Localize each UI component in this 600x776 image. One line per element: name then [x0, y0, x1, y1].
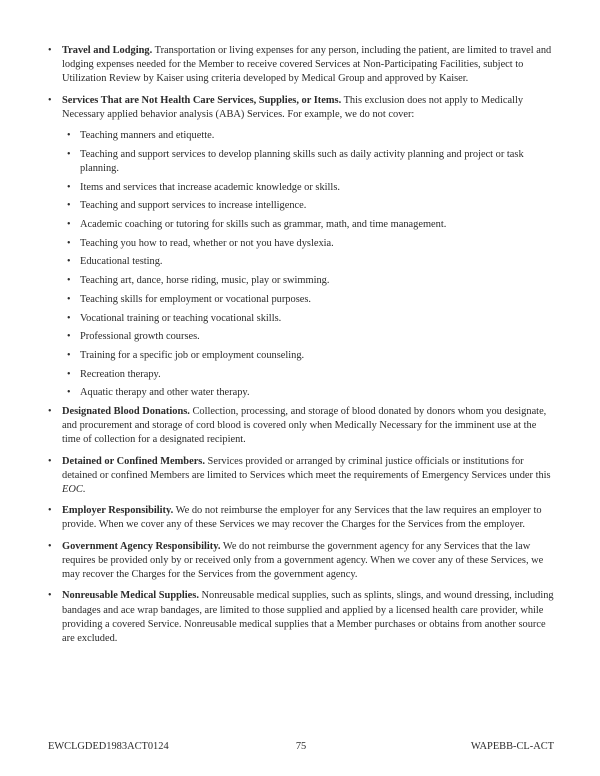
bullet-icon: •: [67, 293, 71, 305]
list-item-lead: Services That are Not Health Care Services, Supplies, or Items.: [62, 94, 342, 106]
list-item-lead: Nonreusable Medical Supplies.: [62, 590, 199, 602]
bullet-icon: •: [67, 148, 71, 160]
sub-list-item-text: Teaching and support services to increase intelligence.: [80, 200, 307, 212]
sub-list-item: [67, 274, 554, 288]
sub-list-item-text: Items and services that increase academic knowledge or skills.: [80, 181, 340, 193]
list-item-lead: Designated Blood Donations.: [62, 406, 190, 418]
list-item-text: [62, 94, 554, 122]
bullet-icon: •: [67, 331, 71, 343]
list-item-designated-blood-donations: [48, 405, 554, 448]
bullet-icon: •: [48, 455, 52, 467]
list-item-body-end: .: [82, 484, 86, 496]
sub-list-item-text: Vocational training or teaching vocational skills.: [80, 312, 282, 324]
sub-list-item-text: Teaching art, dance, horse riding, music, play or swimming.: [80, 275, 330, 287]
list-item-text: [62, 540, 554, 583]
sub-list-item-text: Teaching you how to read, whether or not you have dyslexia.: [80, 237, 334, 249]
sub-bullet-list: [67, 129, 554, 401]
list-item-text: [62, 405, 554, 448]
bullet-icon: •: [67, 200, 71, 212]
list-item-travel-and-lodging: [48, 44, 554, 87]
sub-list-item-text: Teaching skills for employment or vocational purposes.: [80, 293, 311, 305]
bullet-icon: •: [48, 590, 52, 602]
eoc-reference: EOC: [62, 484, 83, 496]
list-item-body: We do not reimburse the government agency for any Services that the law requires be provided only by or received only from a government agency. When we cover any of these Services, we may recover the Charges for the Services from the government agency.: [62, 540, 544, 581]
sub-list-item: [67, 368, 554, 382]
exclusions-list: [48, 44, 554, 653]
list-item-text: [62, 455, 554, 498]
sub-list-item-text: Aquatic therapy and other water therapy.: [80, 387, 250, 399]
footer-page-number: 75: [295, 741, 307, 752]
bullet-icon: •: [48, 406, 52, 418]
sub-list-item: [67, 330, 554, 344]
bullet-icon: •: [48, 505, 52, 517]
list-item-lead: Employer Responsibility.: [62, 505, 174, 517]
list-item-text: [62, 44, 554, 87]
list-item-employer-responsibility: [48, 504, 554, 532]
bullet-icon: •: [67, 219, 71, 231]
sub-list-item-text: Recreation therapy.: [80, 368, 161, 380]
sub-list-item: [67, 386, 554, 400]
bullet-icon: •: [67, 349, 71, 361]
bullet-icon: •: [67, 256, 71, 268]
bullet-icon: •: [48, 94, 52, 106]
list-item-text: [62, 589, 554, 646]
list-item-lead: Travel and Lodging.: [62, 45, 153, 56]
bullet-icon: •: [67, 387, 71, 399]
bullet-icon: •: [48, 45, 52, 56]
sub-list-item-text: Educational testing.: [80, 256, 163, 268]
sub-list-item: [67, 148, 554, 176]
list-item-detained-or-confined-members: [48, 455, 554, 498]
sub-list-item: [67, 199, 554, 213]
sub-list-item: [67, 181, 554, 195]
bullet-icon: •: [67, 130, 71, 142]
bullet-icon: •: [67, 181, 71, 193]
bullet-icon: •: [67, 275, 71, 287]
list-item-lead: Government Agency Responsibility.: [62, 540, 221, 552]
sub-list-item: [67, 237, 554, 251]
list-item-body: We do not reimburse the employer for any Services that the law requires an employer to provide. When we cover any of these Services we may recover the Charges for the Services from the employer.: [62, 505, 542, 531]
sub-list-item-text: Academic coaching or tutoring for skills such as grammar, math, and time management.: [80, 219, 447, 231]
list-item-body: This exclusion does not apply to Medically Necessary applied behavior analysis (ABA) Services. For example, we do not cover:: [62, 94, 524, 120]
list-item-lead: Detained or Confined Members.: [62, 455, 205, 467]
bullet-icon: •: [48, 540, 52, 552]
list-item-body: Collection, processing, and storage of blood donated by donors whom you designate, and procurement and storage of cord blood is covered only when Medically Necessary for the imminent use at the time of collection for a designated recipient.: [62, 406, 547, 446]
sub-list-item: [67, 312, 554, 326]
sub-list-item: [67, 349, 554, 363]
list-item-nonreusable-medical-supplies: [48, 589, 554, 646]
sub-list-item: [67, 218, 554, 232]
list-item-body: Nonreusable medical supplies, such as splints, slings, and wound dressing, including bandages and ace wrap bandages, are limited to those supplied and applied by a licensed health care provider, while providing a covered Service. Nonreusable medical supplies that a Member purchases or obtains from another source are excluded.: [62, 590, 554, 644]
list-item-body: Transportation or living expenses for any person, including the patient, are limited to travel and lodging expenses needed for the Member to receive covered Services at Non-Participating Facilities, subject to Utilization Review by Kaiser using criteria developed by Medical Group and approved by Kaiser.: [62, 45, 552, 85]
sub-list-item: [67, 255, 554, 269]
sub-list-item-text: Training for a specific job or employment counseling.: [80, 349, 305, 361]
list-item-text: [62, 504, 554, 532]
list-item-body: Services provided or arranged by criminal justice officials or institutions for detained or confined Members are limited to Services which meet the requirements of Emergency Services under this: [62, 455, 551, 481]
sub-list-item: [67, 293, 554, 307]
page-footer: [48, 741, 554, 752]
sub-list-item: [67, 129, 554, 143]
sub-list-item-text: Professional growth courses.: [80, 331, 200, 343]
list-item-non-health-care-services: [48, 94, 554, 122]
footer-form-code: WAPEBB-CL-ACT: [470, 741, 555, 752]
footer-document-code: EWCLGDED1983ACT0124: [48, 741, 169, 752]
bullet-icon: •: [67, 368, 71, 380]
sub-list-item-text: Teaching manners and etiquette.: [80, 130, 215, 142]
bullet-icon: •: [67, 237, 71, 249]
list-item-government-agency-responsibility: [48, 540, 554, 583]
sub-list-item-text: Teaching and support services to develop planning skills such as daily activity planning and project or task planning.: [80, 148, 524, 174]
bullet-icon: •: [67, 312, 71, 324]
